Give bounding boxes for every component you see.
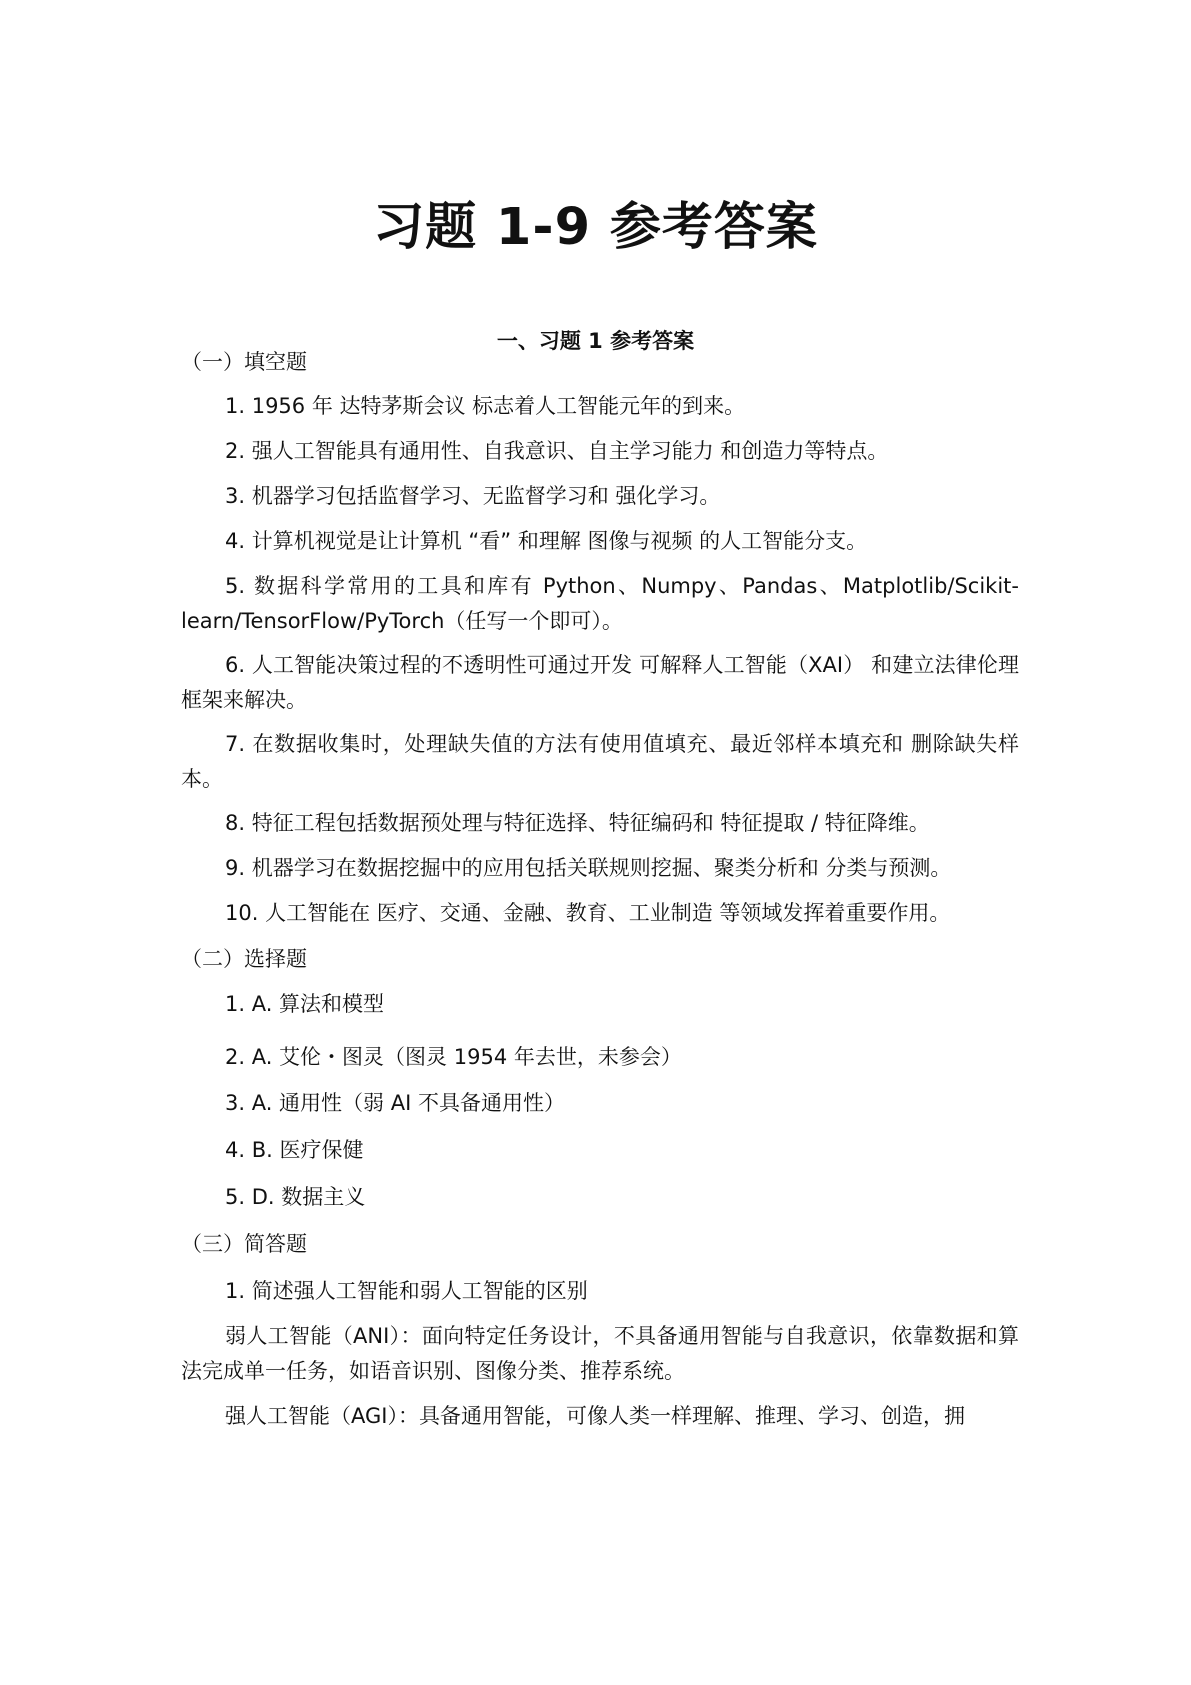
choice-item-3: 3. A. 通用性（弱 AI 不具备通用性） bbox=[225, 1091, 565, 1115]
page-title: 习题 1-9 参考答案 bbox=[373, 198, 818, 257]
choice-item-2: 2. A. 艾伦・图灵（图灵 1954 年去世，未参会） bbox=[225, 1045, 682, 1069]
fill-in-item-8: 8. 特征工程包括数据预处理与特征选择、特征编码和 特征提取 / 特征降维。 bbox=[225, 811, 930, 835]
fill-in-item-6: 6. 人工智能决策过程的不透明性可通过开发 可解释人工智能（XAI） 和建立法律伦理框架来解决。 bbox=[181, 653, 1019, 712]
fill-in-label: （一）填空题 bbox=[181, 350, 307, 374]
fill-in-item-1: 1. 1956 年 达特茅斯会议 标志着人工智能元年的到来。 bbox=[225, 394, 746, 418]
choice-item-1: 1. A. 算法和模型 bbox=[225, 992, 385, 1016]
fill-in-item-10: 10. 人工智能在 医疗、交通、金融、教育、工业制造 等领域发挥着重要作用。 bbox=[225, 901, 951, 925]
choice-item-4: 4. B. 医疗保健 bbox=[225, 1138, 364, 1162]
short-answer-label: （三）简答题 bbox=[181, 1232, 307, 1256]
fill-in-item-5: 5. 数据科学常用的工具和库有 Python、Numpy、Pandas、Matplotlib/Scikit-learn/TensorFlow/PyTorch（任写一个即可）。 bbox=[181, 574, 1019, 633]
short-answer-question-1: 1. 简述强人工智能和弱人工智能的区别 bbox=[225, 1279, 588, 1303]
fill-in-item-4: 4. 计算机视觉是让计算机 “看” 和理解 图像与视频 的人工智能分支。 bbox=[225, 529, 868, 553]
short-answer-agi: 强人工智能（AGI）：具备通用智能，可像人类一样理解、推理、学习、创造，拥 bbox=[225, 1404, 965, 1428]
short-answer-ani: 弱人工智能（ANI）：面向特定任务设计，不具备通用智能与自我意识，依靠数据和算法完成单一任务，如语音识别、图像分类、推荐系统。 bbox=[181, 1324, 1019, 1383]
fill-in-item-7: 7. 在数据收集时，处理缺失值的方法有使用值填充、最近邻样本填充和 删除缺失样本。 bbox=[181, 732, 1019, 791]
section-heading: 一、习题 1 参考答案 bbox=[496, 329, 695, 353]
choice-item-5: 5. D. 数据主义 bbox=[225, 1185, 366, 1209]
fill-in-item-2: 2. 强人工智能具有通用性、自我意识、自主学习能力 和创造力等特点。 bbox=[225, 439, 889, 463]
choice-label: （二）选择题 bbox=[181, 947, 307, 971]
fill-in-item-9: 9. 机器学习在数据挖掘中的应用包括关联规则挖掘、聚类分析和 分类与预测。 bbox=[225, 856, 952, 880]
fill-in-item-3: 3. 机器学习包括监督学习、无监督学习和 强化学习。 bbox=[225, 484, 721, 508]
